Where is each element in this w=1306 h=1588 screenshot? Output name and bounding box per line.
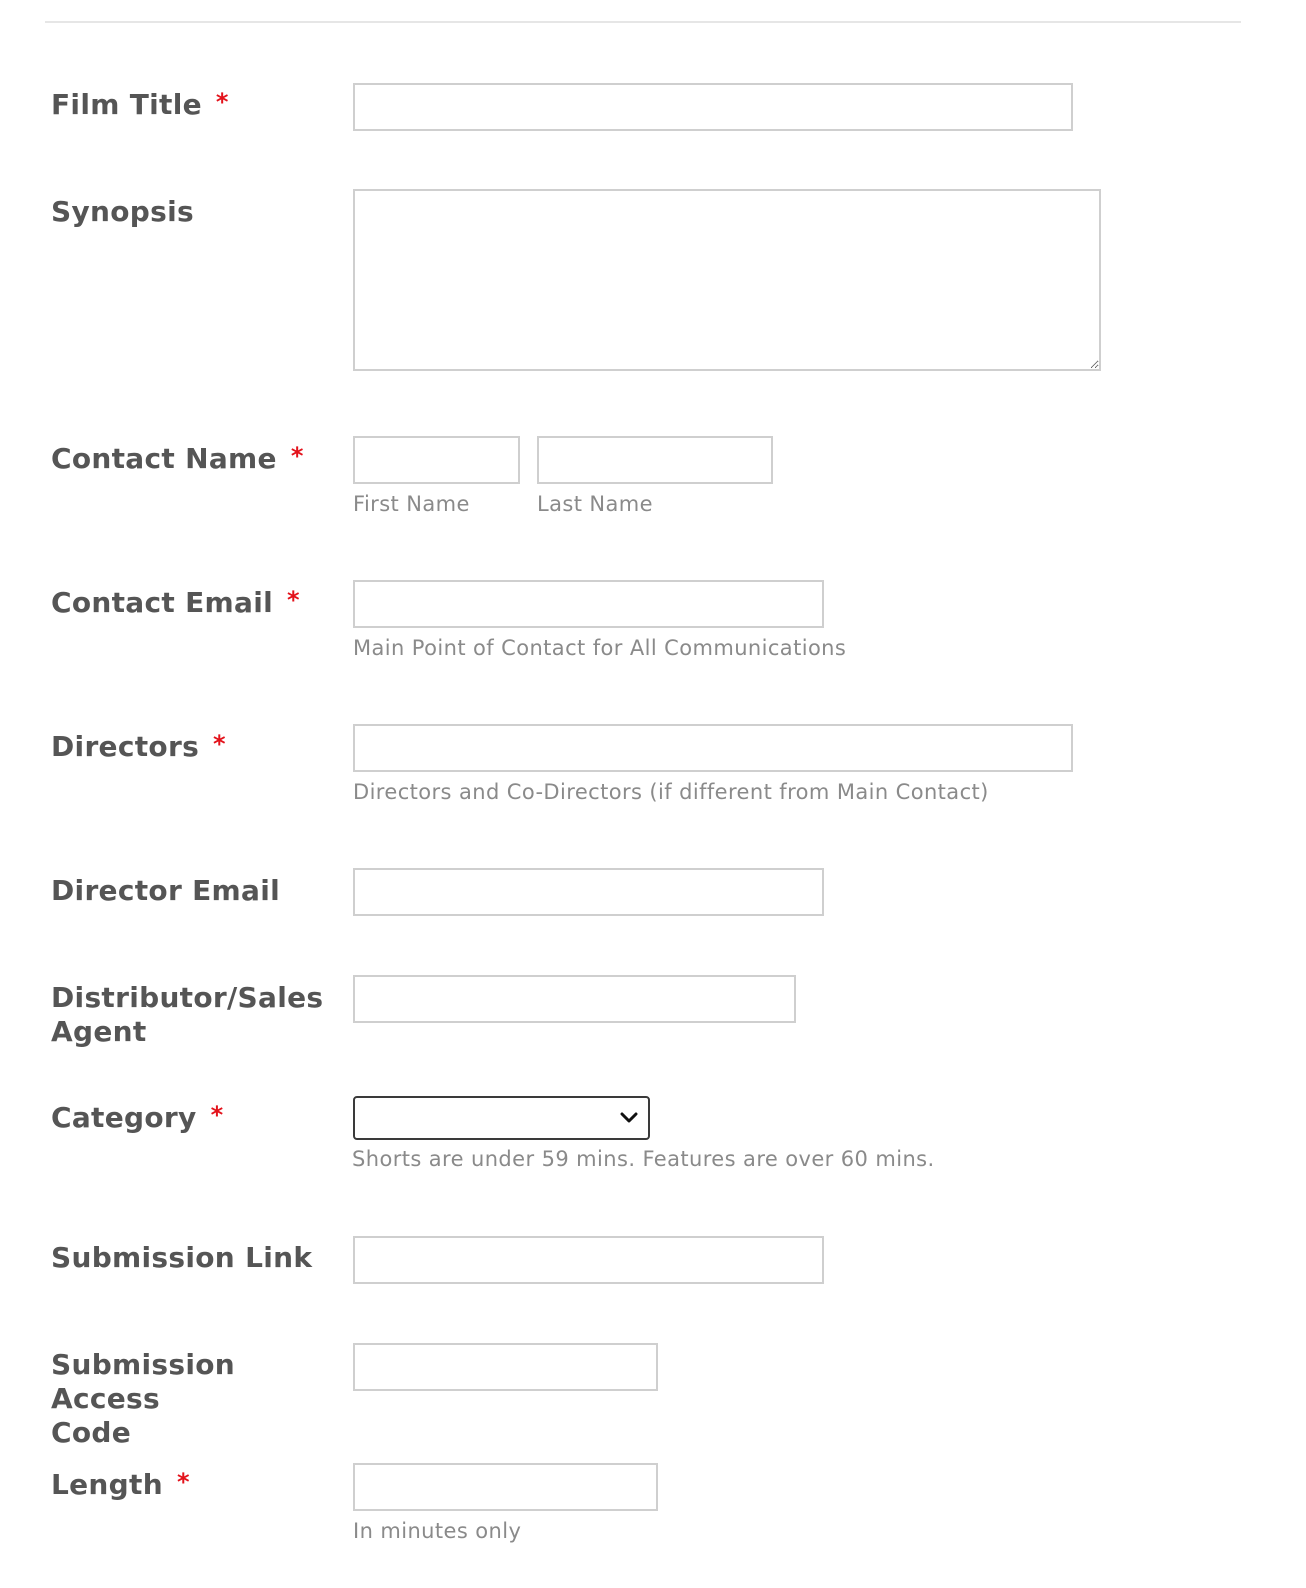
access-code-label	[51, 1348, 341, 1450]
category-label	[51, 1101, 341, 1136]
contact-email-label	[51, 586, 341, 621]
required-mark: *	[210, 1101, 224, 1129]
directors-label	[51, 730, 341, 765]
directors-label-text: Directors	[51, 730, 200, 763]
first-name-input[interactable]	[353, 436, 520, 484]
synopsis-label	[51, 195, 341, 229]
distributor-input[interactable]	[353, 975, 796, 1023]
required-mark: *	[213, 730, 226, 758]
submission-link-input[interactable]	[353, 1236, 824, 1284]
category-label-text: Category	[51, 1101, 197, 1134]
last-name-input[interactable]	[537, 436, 773, 484]
length-label-text: Length	[51, 1468, 163, 1501]
submission-link-label-text: Submission Link	[51, 1241, 313, 1274]
required-mark: *	[290, 442, 304, 470]
synopsis-textarea[interactable]	[353, 189, 1101, 371]
length-label	[51, 1468, 341, 1503]
distributor-label-line2: Agent	[51, 1015, 147, 1048]
length-hint: In minutes only	[353, 1519, 522, 1543]
film-title-input[interactable]	[353, 83, 1073, 131]
film-title-label	[51, 88, 341, 123]
last-name-sublabel: Last Name	[537, 492, 653, 516]
distributor-label	[51, 981, 341, 1049]
access-code-label-line1: Submission Access	[51, 1348, 236, 1415]
film-title-label-text: Film Title	[51, 88, 202, 121]
contact-email-input[interactable]	[353, 580, 824, 628]
access-code-label-line2: Code	[51, 1416, 132, 1449]
synopsis-label-text: Synopsis	[51, 195, 194, 228]
required-mark: *	[176, 1468, 190, 1496]
contact-name-label	[51, 442, 341, 477]
contact-email-label-text: Contact Email	[51, 586, 274, 619]
chevron-down-icon[interactable]	[618, 1107, 640, 1129]
distributor-label-line1: Distributor/Sales	[51, 981, 324, 1014]
category-hint: Shorts are under 59 mins. Features are over 60 mins.	[352, 1147, 935, 1171]
contact-email-hint: Main Point of Contact for All Communications	[353, 636, 847, 660]
top-divider	[45, 21, 1241, 23]
contact-name-label-text: Contact Name	[51, 442, 277, 475]
first-name-sublabel: First Name	[353, 492, 470, 516]
director-email-label	[51, 874, 341, 908]
category-select[interactable]	[353, 1096, 650, 1140]
access-code-input[interactable]	[353, 1343, 658, 1391]
submission-link-label	[51, 1241, 341, 1275]
directors-input[interactable]	[353, 724, 1073, 772]
director-email-input[interactable]	[353, 868, 824, 916]
required-mark: *	[215, 88, 229, 116]
length-input[interactable]	[353, 1463, 658, 1511]
director-email-label-text: Director Email	[51, 874, 281, 907]
required-mark: *	[287, 586, 300, 614]
directors-hint: Directors and Co-Directors (if different from Main Contact)	[353, 780, 989, 804]
